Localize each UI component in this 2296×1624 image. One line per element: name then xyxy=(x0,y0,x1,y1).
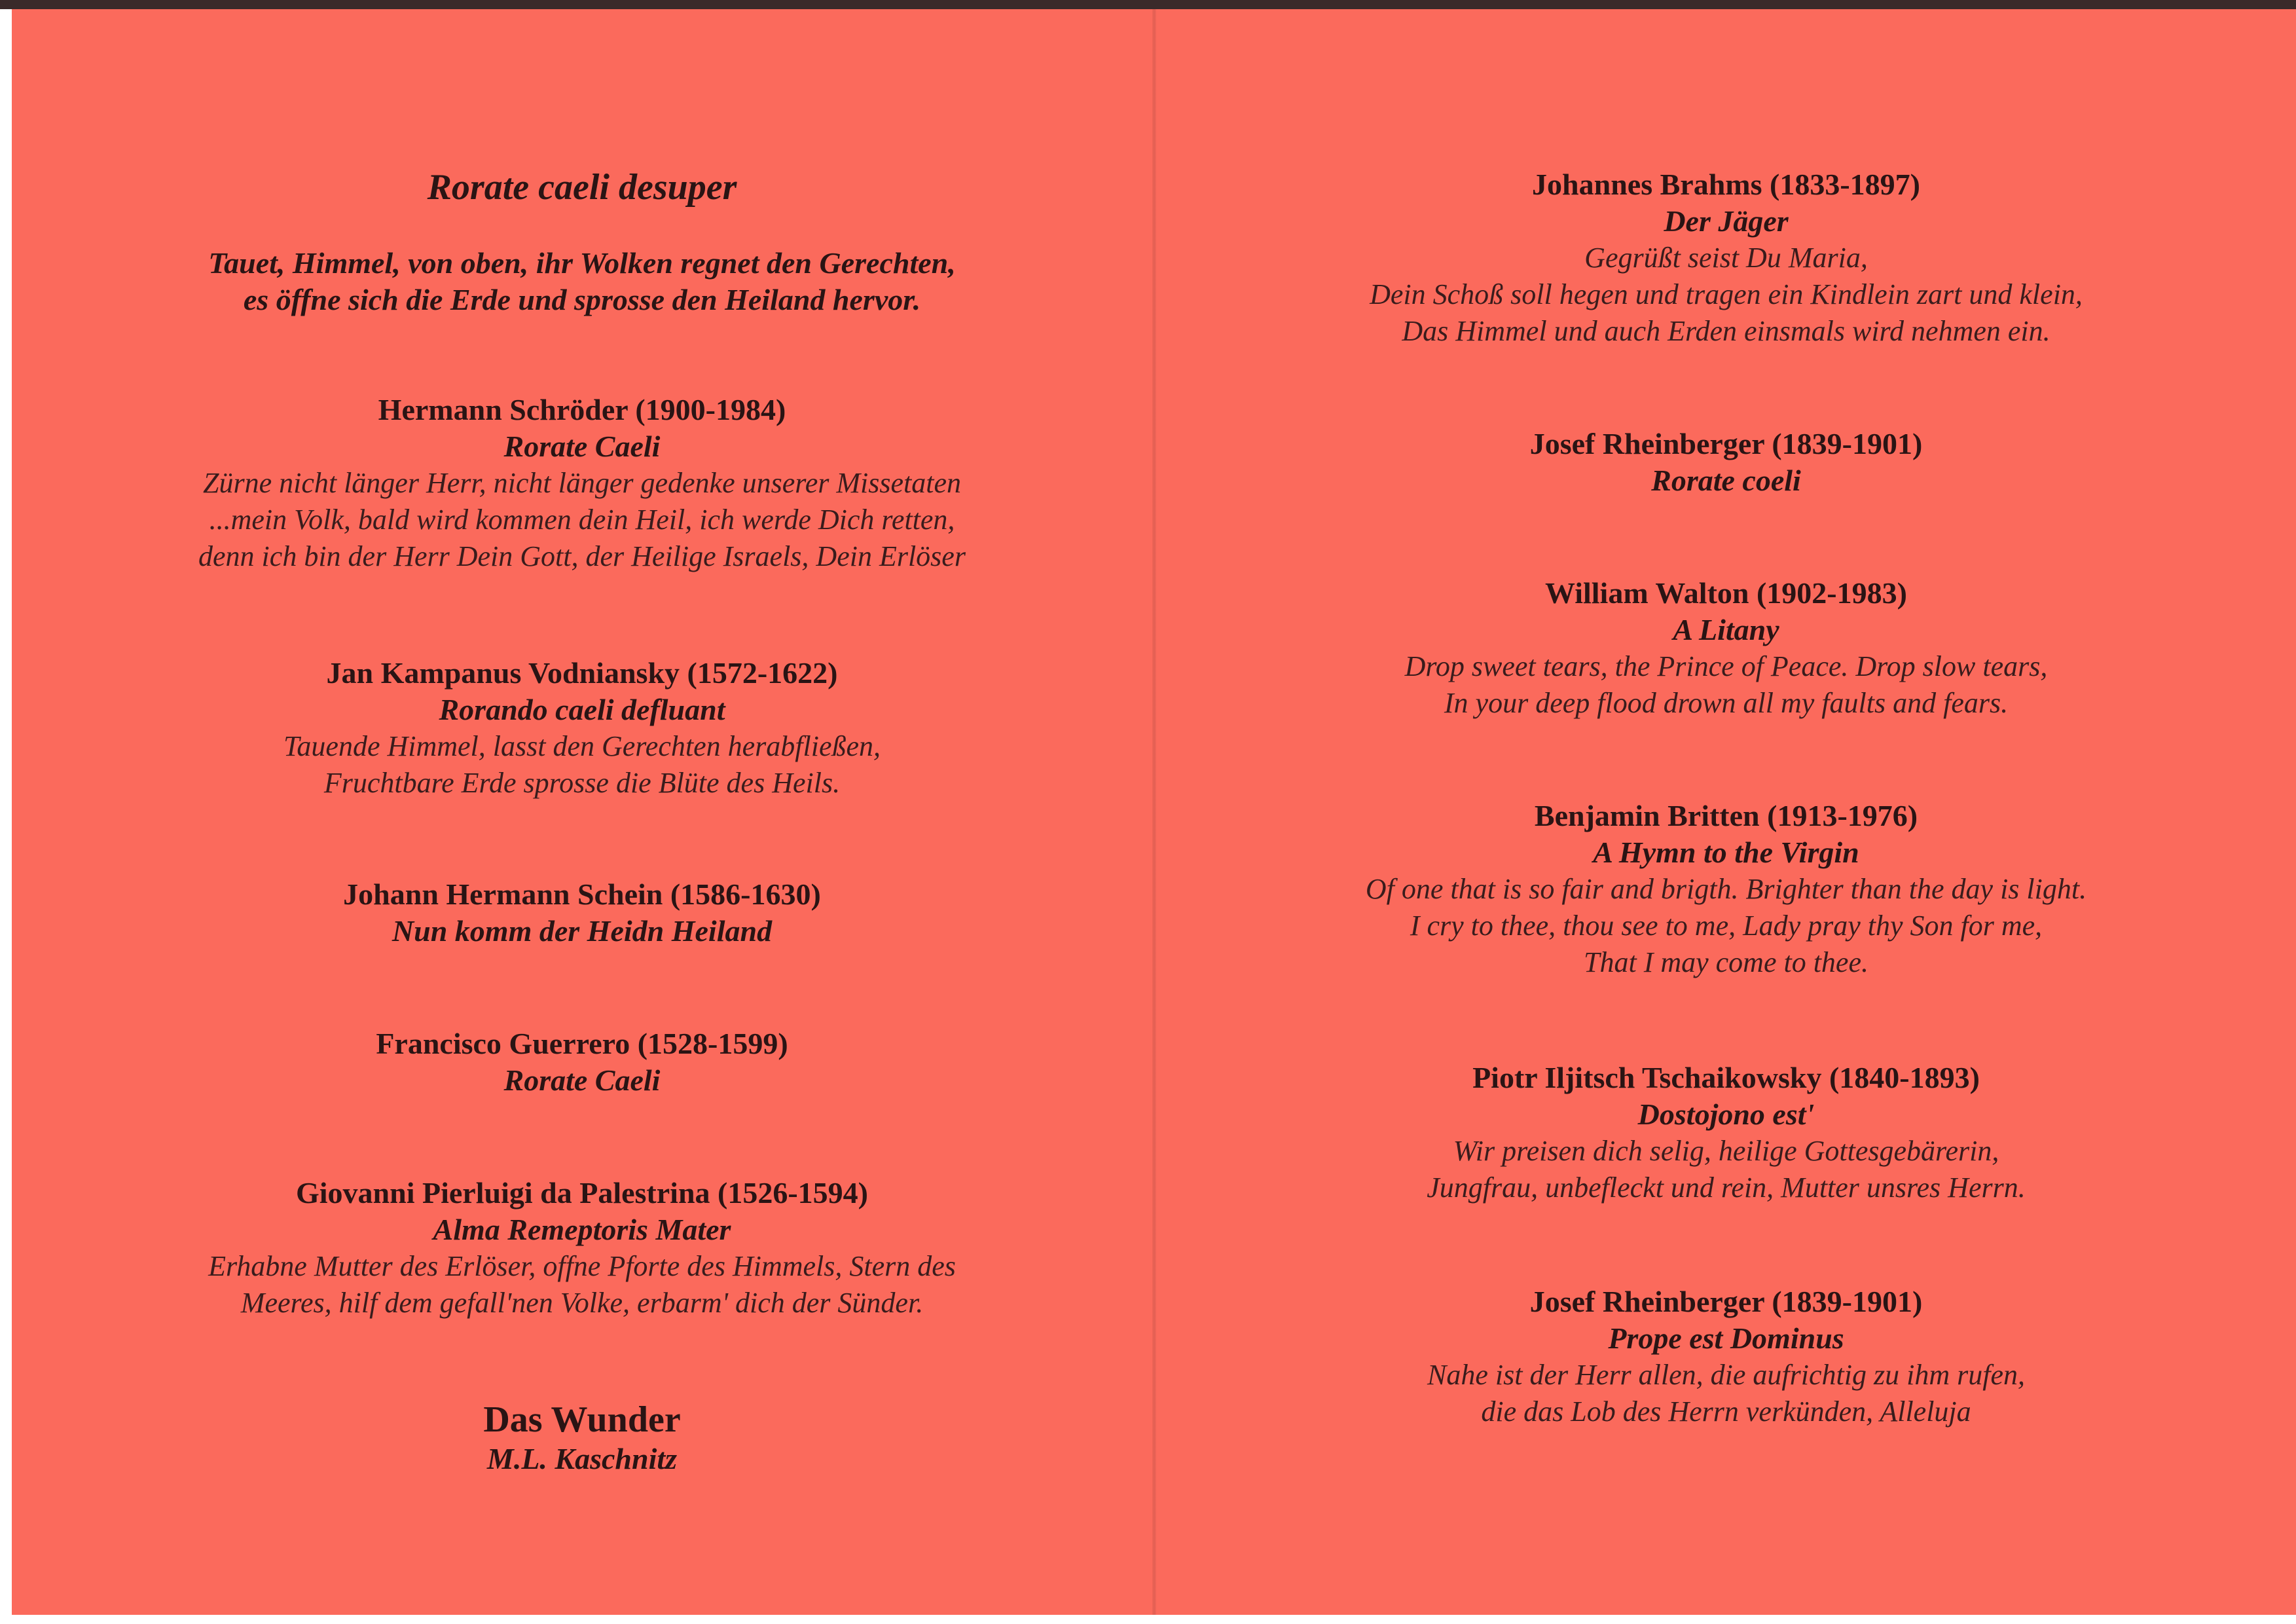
composer-name: Johann Hermann Schein (1586-1630) xyxy=(343,877,821,911)
work-text xyxy=(1156,1357,2296,1430)
text-line: Erhabne Mutter des Erlöser, offne Pforte des Himmels, Stern des xyxy=(208,1250,956,1282)
composer-name: Giovanni Pierluigi da Palestrina (1526-1594) xyxy=(296,1176,868,1209)
text-line: Zürne nicht länger Herr, nicht länger gedenke unserer Missetaten xyxy=(202,467,962,499)
text-line: denn ich bin der Herr Dein Gott, der Heilige Israels, Dein Erlöser xyxy=(198,540,966,572)
left-page xyxy=(12,9,1152,1615)
work-title: A Litany xyxy=(1673,613,1779,646)
piece-rheinberger-prope xyxy=(1156,1283,2296,1430)
text-line: Drop sweet tears, the Prince of Peace. Drop slow tears, xyxy=(1404,650,2048,682)
text-line: Meeres, hilf dem gefall'nen Volke, erbarm' dich der Sünder. xyxy=(240,1287,924,1319)
program-sheet xyxy=(12,9,2296,1615)
text-line: Gegrüßt seist Du Maria, xyxy=(1584,242,1868,274)
text-line: Nahe ist der Herr allen, die aufrichtig zu ihm rufen, xyxy=(1427,1359,2025,1391)
text-line: die das Lob des Herrn verkünden, Alleluja xyxy=(1481,1395,1971,1428)
work-text xyxy=(12,728,1152,802)
work-title: Dostojono est' xyxy=(1637,1098,1815,1131)
piece-schein xyxy=(12,876,1152,950)
work-title: Nun komm der Heidn Heiland xyxy=(392,914,773,948)
composer-name: Benjamin Britten (1913-1976) xyxy=(1534,799,1918,832)
work-title: Rorate Caeli xyxy=(503,430,661,463)
composer-name: Josef Rheinberger (1839-1901) xyxy=(1529,1285,1923,1318)
piece-schroeder xyxy=(12,392,1152,575)
intro-line: Tauet, Himmel, von oben, ihr Wolken regnet den Gerechten, xyxy=(208,246,956,280)
composer-name: Piotr Iljitsch Tschaikowsky (1840-1893) xyxy=(1472,1061,1980,1094)
work-text xyxy=(12,1248,1152,1321)
composer-name: Josef Rheinberger (1839-1901) xyxy=(1529,427,1923,460)
text-line: ...mein Volk, bald wird kommen dein Heil, ich werde Dich retten, xyxy=(209,504,955,536)
work-title: Rorando caeli defluant xyxy=(439,693,725,726)
work-text xyxy=(1156,240,2296,350)
composer-name: Francisco Guerrero (1528-1599) xyxy=(376,1027,788,1060)
text-line: Of one that is so fair and brigth. Brighter than the day is light. xyxy=(1365,873,2087,905)
piece-palestrina xyxy=(12,1175,1152,1321)
text-line: That I may come to thee. xyxy=(1584,946,1868,978)
text-line: Tauende Himmel, lasst den Gerechten herabfließen, xyxy=(283,730,881,762)
intro-line: es öffne sich die Erde und sprosse den Heiland hervor. xyxy=(243,283,921,316)
reading-das-wunder xyxy=(12,1399,1152,1477)
text-line: In your deep flood drown all my faults and fears. xyxy=(1444,687,2009,719)
work-text xyxy=(1156,1133,2296,1206)
intro-text xyxy=(12,245,1152,318)
work-text xyxy=(1156,648,2296,722)
text-line: Wir preisen dich selig, heilige Gottesgebärerin, xyxy=(1453,1135,1999,1167)
composer-name: Johannes Brahms (1833-1897) xyxy=(1532,168,1920,201)
text-line: I cry to thee, thou see to me, Lady pray thy Son for me, xyxy=(1410,910,2043,942)
piece-britten xyxy=(1156,798,2296,981)
text-line: Fruchtbare Erde sprosse die Blüte des Heils. xyxy=(323,767,841,799)
reading-title: Das Wunder xyxy=(483,1399,681,1440)
piece-rheinberger-rorate xyxy=(1156,426,2296,499)
text-line: Das Himmel und auch Erden einsmals wird nehmen ein. xyxy=(1402,315,2050,347)
composer-name: Jan Kampanus Vodniansky (1572-1622) xyxy=(326,656,838,690)
scan-edge xyxy=(0,0,2296,9)
piece-tschaikowsky xyxy=(1156,1060,2296,1206)
reading-author: M.L. Kaschnitz xyxy=(486,1442,678,1475)
piece-walton xyxy=(1156,575,2296,722)
work-title: Alma Remeptoris Mater xyxy=(433,1213,731,1246)
work-title: Der Jäger xyxy=(1664,204,1789,238)
work-text xyxy=(12,465,1152,575)
composer-name: Hermann Schröder (1900-1984) xyxy=(378,393,786,426)
text-line: Dein Schoß soll hegen und tragen ein Kindlein zart und klein, xyxy=(1370,278,2083,310)
work-title: Rorate coeli xyxy=(1651,464,1801,497)
intro-title: Rorate caeli desuper xyxy=(427,167,737,208)
work-title: Rorate Caeli xyxy=(503,1063,661,1097)
work-title: Prope est Dominus xyxy=(1608,1321,1844,1355)
piece-guerrero xyxy=(12,1025,1152,1099)
right-page xyxy=(1156,9,2296,1615)
composer-name: William Walton (1902-1983) xyxy=(1545,576,1907,610)
piece-vodniansky xyxy=(12,655,1152,802)
work-title: A Hymn to the Virgin xyxy=(1593,836,1859,869)
piece-brahms xyxy=(1156,166,2296,350)
work-text xyxy=(1156,871,2296,981)
text-line: Jungfrau, unbefleckt und rein, Mutter unsres Herrn. xyxy=(1427,1172,2026,1204)
